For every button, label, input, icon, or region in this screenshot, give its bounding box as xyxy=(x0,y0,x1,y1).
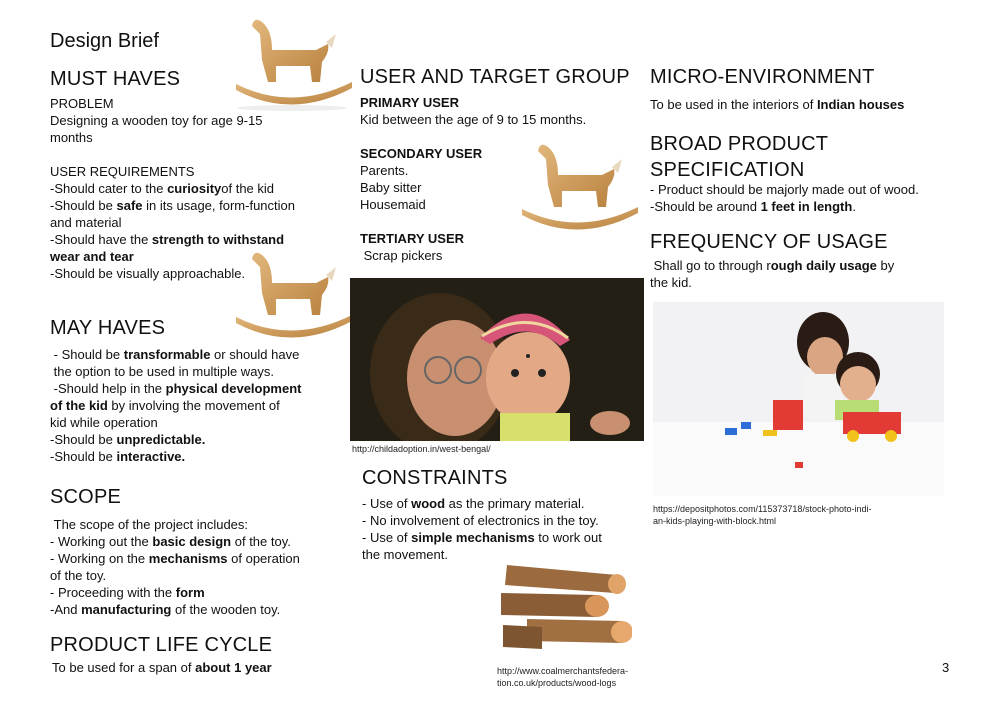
text: in its usage, form-function xyxy=(142,198,295,213)
text: - Working on the xyxy=(50,551,149,566)
secondary-user-item: Housemaid xyxy=(360,197,426,212)
text-line xyxy=(50,180,300,197)
micro-environment-heading: MICRO-ENVIRONMENT xyxy=(650,66,875,88)
bold-text: unpredictable. xyxy=(116,432,206,447)
wood-logs-caption: http://www.coalmerchantsfedera- tion.co.uk/products/wood-logs xyxy=(497,666,629,688)
primary-user-label: PRIMARY USER xyxy=(360,95,459,110)
page-title: Design Brief xyxy=(50,30,159,52)
secondary-user-label: SECONDARY USER xyxy=(360,146,483,161)
page-number: 3 xyxy=(942,660,950,675)
kids-photo-caption: https://depositphotos.com/115373718/stock-photo-indi- an-kids-playing-with-block.html xyxy=(653,504,872,526)
frequency-text xyxy=(650,257,960,291)
user-requirements-label: USER REQUIREMENTS xyxy=(50,164,195,179)
text: -Should be around xyxy=(650,199,761,214)
text-line xyxy=(50,346,320,363)
bold-text: wood xyxy=(411,496,446,511)
text-line xyxy=(50,567,320,584)
bold-text: about 1 year xyxy=(195,660,272,675)
text: by xyxy=(876,258,895,273)
text: of operation xyxy=(227,551,300,566)
text: To be used for a span of xyxy=(52,660,196,675)
text-line xyxy=(650,181,960,198)
text: To be used in the interiors of xyxy=(650,97,817,112)
bold-text: manufacturing xyxy=(81,602,172,617)
text-line xyxy=(50,550,320,567)
text-line xyxy=(50,584,320,601)
text-line xyxy=(50,516,320,533)
bold-text: of the kid xyxy=(50,398,108,413)
text-line xyxy=(50,601,320,618)
rocking-horse-image xyxy=(232,12,357,112)
text: of the toy. xyxy=(231,534,291,549)
constraints-heading: CONSTRAINTS xyxy=(362,467,508,489)
text: -Should be visually approachable. xyxy=(50,266,246,281)
text: as the primary material. xyxy=(445,496,585,511)
frequency-heading: FREQUENCY OF USAGE xyxy=(650,231,888,253)
mother-baby-photo xyxy=(350,278,644,441)
product-life-cycle-heading: PRODUCT LIFE CYCLE xyxy=(50,634,273,656)
text-line xyxy=(50,533,320,550)
text-line xyxy=(362,529,632,546)
text-line xyxy=(50,397,320,414)
bold-text: transformable xyxy=(123,347,211,362)
text: the option to be used in multiple ways. xyxy=(50,364,275,379)
text: the kid. xyxy=(650,275,692,290)
text-line xyxy=(50,380,320,397)
problem-label: PROBLEM xyxy=(50,96,114,111)
text: Shall go to through r xyxy=(650,258,771,273)
mother-baby-photo-caption: http://childadoption.in/west-bengal/ xyxy=(352,444,491,454)
product-life-cycle-text xyxy=(52,659,322,676)
text-line xyxy=(50,414,320,431)
problem-text: Designing a wooden toy for age 9-15 months xyxy=(50,113,267,145)
text-line xyxy=(650,198,960,215)
bold-text: basic design xyxy=(152,534,232,549)
rocking-horse-image xyxy=(232,245,357,345)
kids-playing-photo xyxy=(653,302,944,496)
text: or should have xyxy=(210,347,300,362)
text: of the kid xyxy=(221,181,275,196)
scope-heading: SCOPE xyxy=(50,486,122,508)
secondary-user-item: Baby sitter xyxy=(360,180,422,195)
scope-list xyxy=(50,516,320,618)
primary-user-text: Kid between the age of 9 to 15 months. xyxy=(360,112,587,127)
text-line xyxy=(50,363,320,380)
may-haves-heading: MAY HAVES xyxy=(50,317,166,339)
bold-text: Indian houses xyxy=(816,97,905,112)
bold-text: physical development xyxy=(165,381,302,396)
bold-text: simple mechanisms xyxy=(411,530,535,545)
bold-text: ough daily usage xyxy=(770,258,877,273)
wood-logs-photo xyxy=(497,545,632,660)
text: the movement. xyxy=(362,547,448,562)
bold-text: 1 feet in length xyxy=(760,199,853,214)
broad-spec-heading: BROAD PRODUCT SPECIFICATION xyxy=(650,133,829,181)
bold-text: safe xyxy=(116,198,143,213)
text: to work out xyxy=(534,530,602,545)
tertiary-user-text: Scrap pickers xyxy=(360,248,443,263)
text: -Should be xyxy=(50,449,117,464)
text: -Should be xyxy=(50,198,117,213)
broad-spec-list xyxy=(650,181,960,215)
text: kid while operation xyxy=(50,415,158,430)
text: and material xyxy=(50,215,122,230)
text-line xyxy=(50,448,320,465)
text-line xyxy=(362,512,632,529)
bold-text: mechanisms xyxy=(148,551,228,566)
may-haves-list xyxy=(50,346,320,465)
text: -And xyxy=(50,602,82,617)
text: - Proceeding with the xyxy=(50,585,176,600)
text: of the wooden toy. xyxy=(171,602,281,617)
text: - No involvement of electronics in the toy. xyxy=(362,513,599,528)
text: . xyxy=(852,199,856,214)
tertiary-user-label: TERTIARY USER xyxy=(360,231,465,246)
rocking-horse-image xyxy=(518,137,643,237)
bold-text: form xyxy=(175,585,205,600)
text-line xyxy=(362,495,632,512)
text-line xyxy=(50,431,320,448)
user-target-heading: USER AND TARGET GROUP xyxy=(360,66,630,88)
text: - Use of xyxy=(362,496,412,511)
text: -Should help in the xyxy=(50,381,166,396)
text: of the toy. xyxy=(50,568,107,583)
text: - Working out the xyxy=(50,534,153,549)
must-haves-heading: MUST HAVES xyxy=(50,68,181,90)
bold-text: interactive. xyxy=(116,449,186,464)
text-line xyxy=(50,214,300,231)
bold-text: curiosity xyxy=(167,181,222,196)
text-line xyxy=(50,197,300,214)
text: -Should cater to the xyxy=(50,181,168,196)
bold-text: strength to withstand xyxy=(151,232,285,247)
text: - Product should be majorly made out of wood. xyxy=(650,182,919,197)
text: by involving the movement of xyxy=(107,398,280,413)
text-line xyxy=(650,257,960,274)
text: - Should be xyxy=(50,347,124,362)
bold-text: wear and tear xyxy=(50,249,134,264)
text: The scope of the project includes: xyxy=(50,517,249,532)
text-line xyxy=(52,659,322,676)
secondary-user-item: Parents. xyxy=(360,163,409,178)
text-line xyxy=(650,274,960,291)
micro-environment-text xyxy=(650,96,960,113)
text: -Should be xyxy=(50,432,117,447)
text-line xyxy=(650,96,960,113)
text: -Should have the xyxy=(50,232,152,247)
text: - Use of xyxy=(362,530,412,545)
